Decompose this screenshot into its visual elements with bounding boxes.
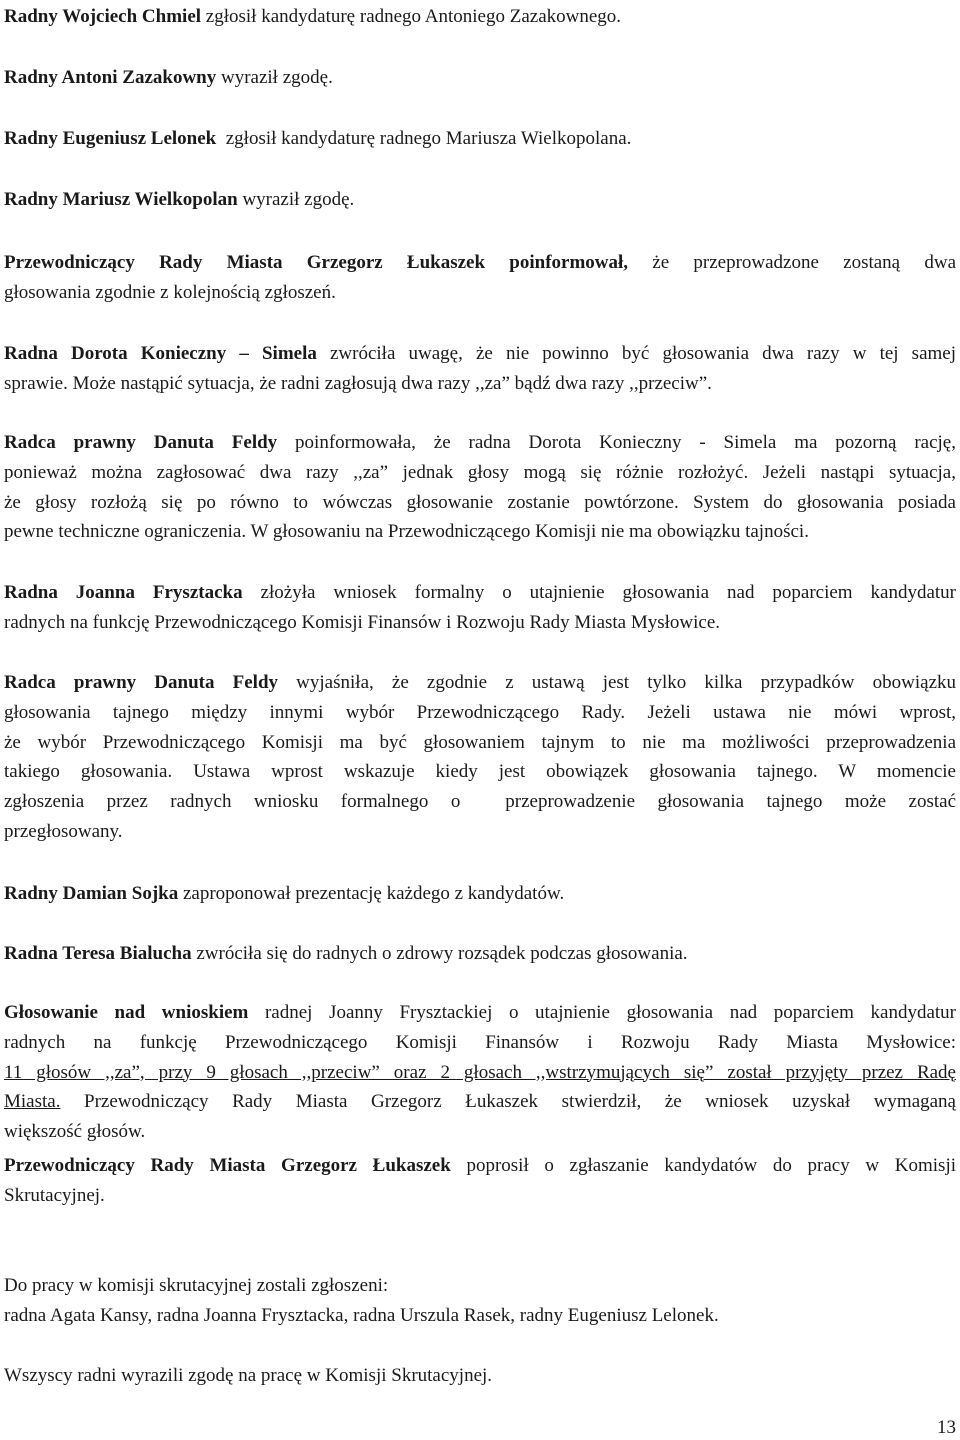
paragraph-frysztacka	[4, 578, 956, 638]
paragraph-chmiel	[4, 2, 956, 32]
speaker-name: Radny Mariusz Wielkopolan	[4, 189, 238, 210]
speaker-name: Radna Teresa Bialucha	[4, 943, 192, 964]
paragraph-line: że wybór Przewodniczącego Komisji ma być głosowaniem tajnym to nie ma możliwości przeprowadzenia	[4, 731, 956, 753]
paragraph-line: Radna Joanna Frysztacka złożyła wniosek formalny o utajnienie głosowania nad poparciem kandydatur	[4, 582, 957, 603]
speaker-name: Przewodniczący Rady Miasta Grzegorz Łukaszek	[4, 1155, 451, 1176]
paragraph-line: Skrutacyjnej.	[4, 1184, 105, 1206]
paragraph-line: Przewodniczący Rady Miasta Grzegorz Łukaszek poprosił o zgłaszanie kandydatów do pracy w Komisji	[4, 1155, 956, 1176]
paragraph-lelonek	[4, 124, 956, 154]
paragraph-bialucha	[4, 939, 956, 969]
paragraph-line: Radca prawny Danuta Feldy wyjaśniła, że zgodnie z ustawą jest tylko kilka przypadków obowiązku	[4, 672, 956, 693]
paragraph-line: że głosy rozłożą się po równo to wówczas głosowanie zostanie powtórzone. System do głosowania posiada	[4, 491, 956, 513]
paragraph-zazakowny	[4, 63, 956, 93]
paragraph-line: takiego głosowania. Ustawa wprost wskazuje kiedy jest obowiązek głosowania tajnego. W momencie	[4, 761, 956, 783]
vote-result: 11 głosów ,,za”, przy 9 głosach ,,przeciw” oraz 2 głosach ,,wstrzymujących się” został przyjęty przez Radę	[4, 1061, 956, 1083]
paragraph-lukaszek-info	[4, 248, 956, 308]
paragraph-line: głosowania zgodnie z kolejnością zgłoszeń.	[4, 281, 336, 303]
speaker-name: Radna Dorota Konieczny – Simela	[4, 343, 317, 364]
paragraph-text: Wszyscy radni wyrazili zgodę na pracę w Komisji Skrutacyjnej.	[4, 1365, 493, 1386]
paragraph-line: radnych na funkcję Przewodniczącego Komisji Finansów i Rozwoju Rady Miasta Mysłowice:	[4, 1031, 956, 1053]
paragraph-vote	[4, 998, 956, 1147]
speaker-name: Radny Wojciech Chmiel	[4, 6, 202, 27]
vote-heading: Głosowanie nad wnioskiem	[4, 1002, 249, 1023]
paragraph-line: sprawie. Może nastąpić sytuacja, że radni zagłosują dwa razy ,,za” bądź dwa razy ,,przeciw”.	[4, 372, 712, 394]
speaker-name: Radny Eugeniusz Lelonek	[4, 128, 217, 149]
speaker-name: Radny Damian Sojka	[4, 883, 179, 904]
paragraph-line: Radna Dorota Konieczny – Simela zwróciła uwagę, że nie powinno być głosowania dwa razy w tej samej	[4, 343, 956, 364]
paragraph-sojka	[4, 879, 956, 909]
paragraph-line: ponieważ można zagłosować dwa razy ,,za” jednak głosy mogą się różnie rozłożyć. Jeżeli nastąpi sytuacja,	[4, 461, 956, 483]
paragraph-line: pewne techniczne ograniczenia. W głosowaniu na Przewodniczącego Komisji nie ma obowiązku tajności.	[4, 521, 809, 543]
paragraph-line: większość głosów.	[4, 1121, 146, 1143]
paragraph-commission	[4, 1271, 956, 1331]
speaker-name: Radny Antoni Zazakowny	[4, 67, 217, 88]
paragraph-line: Do pracy w komisji skrutacyjnej zostali zgłoszeni:	[4, 1275, 389, 1296]
paragraph-line: Przewodniczący Rady Miasta Grzegorz Łukaszek poinformował, że przeprowadzone zostaną dwa	[4, 252, 956, 273]
speaker-name: Radna Joanna Frysztacka	[4, 582, 243, 603]
page-number: 13	[937, 1417, 956, 1438]
speaker-name: Przewodniczący Rady Miasta Grzegorz Łukaszek poinformował,	[4, 252, 629, 273]
paragraph-text: zgłosił kandydaturę radnego Mariusza Wielkopolana.	[216, 128, 632, 149]
paragraph-feldy-1	[4, 428, 956, 547]
paragraph-konieczny	[4, 339, 956, 399]
paragraph-line: radnych na funkcję Przewodniczącego Komisji Finansów i Rozwoju Rady Miasta Mysłowice.	[4, 611, 721, 633]
paragraph-wielkopolan	[4, 185, 956, 215]
speaker-name: Radca prawny Danuta Feldy	[4, 432, 278, 453]
vote-result: Miasta.	[4, 1091, 61, 1113]
paragraph-text: wyraził zgodę.	[216, 67, 333, 88]
paragraph-line: przegłosowany.	[4, 820, 123, 842]
paragraph-line: Głosowanie nad wnioskiem radnej Joanny Frysztackiej o utajnienie głosowania nad poparciem kandydatur	[4, 1002, 957, 1023]
paragraph-text: zgłosił kandydaturę radnego Antoniego Zazakownego.	[201, 6, 622, 27]
paragraph-line	[4, 1058, 956, 1088]
paragraph-text: wyraził zgodę.	[237, 189, 355, 210]
speaker-name: Radca prawny Danuta Feldy	[4, 672, 279, 693]
paragraph-line: zgłoszenia przez radnych wniosku formalnego o przeprowadzenie głosowania tajnego może zostać	[4, 791, 956, 813]
paragraph-lukaszek-request	[4, 1151, 956, 1211]
paragraph-line: Miasta. Przewodniczący Rady Miasta Grzegorz Łukaszek stwierdził, że wniosek uzyskał wymaganą	[4, 1091, 956, 1113]
paragraph-line: Radca prawny Danuta Feldy poinformowała, że radna Dorota Konieczny - Simela ma pozorną rację,	[4, 432, 956, 453]
paragraph-feldy-2	[4, 668, 956, 847]
paragraph-line: radna Agata Kansy, radna Joanna Frysztacka, radna Urszula Rasek, radny Eugeniusz Lelonek.	[4, 1304, 719, 1326]
paragraph-text: zwróciła się do radnych o zdrowy rozsądek podczas głosowania.	[191, 943, 688, 964]
paragraph-text: zaproponował prezentację każdego z kandydatów.	[178, 883, 565, 904]
paragraph-consent	[4, 1361, 956, 1391]
paragraph-line: głosowania tajnego między innymi wybór Przewodniczącego Rady. Jeżeli ustawa nie mówi wprost,	[4, 701, 956, 723]
